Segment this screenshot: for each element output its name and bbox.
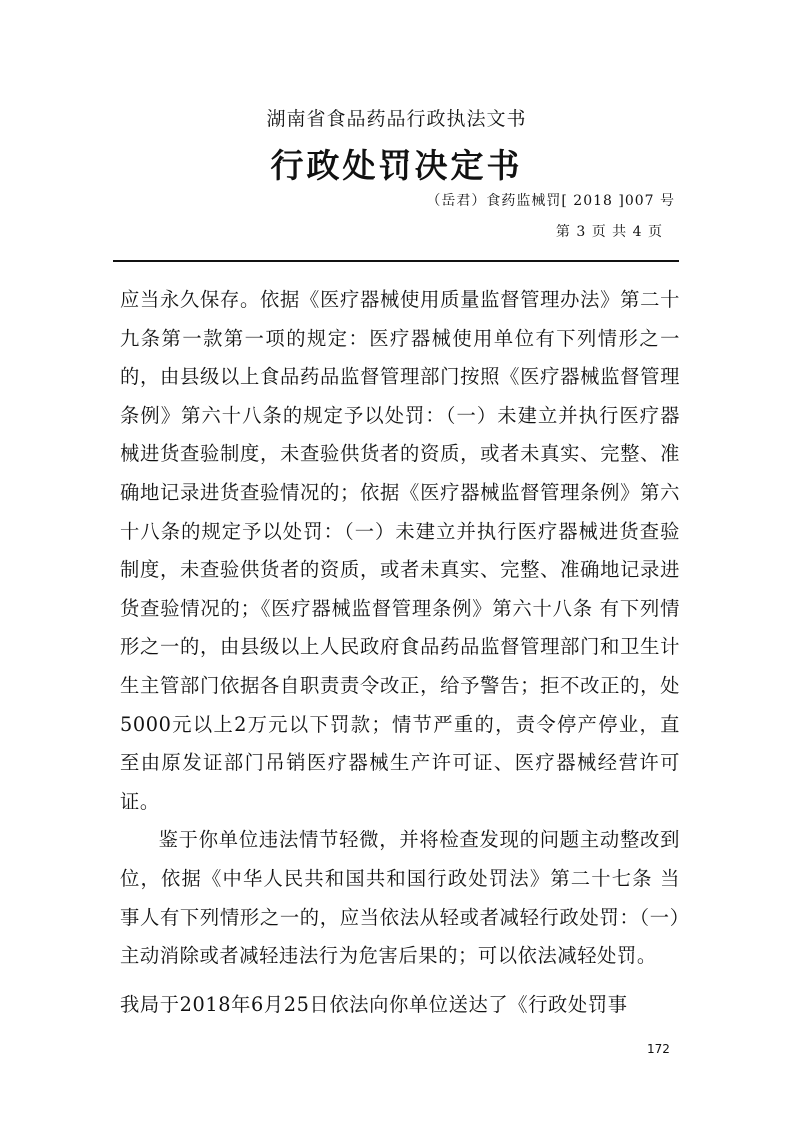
document-subtitle: 湖南省食品药品行政执法文书 [266,108,527,130]
document-number: （岳君）食药监械罚[ 2018 ]007 号 [426,193,675,209]
document-title: 行政处罚决定书 [270,146,523,185]
body-paragraph-3: 我局于2018年6月25日依法向你单位送达了《行政处罚事 [120,992,628,1016]
body-paragraph-2: 鉴于你单位违法情节轻微，并将检查发现的问题主动整改到位，依据《中华人民共和国共和国行政处罚法》第二十七条 当事人有下列情形之一的，应当依法从轻或者减轻行政处罚：（一）主动消除或者减轻违法行为危害后果的；可以依法减轻处罚。 [120,828,680,968]
page-number: 172 [647,1042,670,1056]
body-paragraph-1: 应当永久保存。依据《医疗器械使用质量监督管理办法》第二十九条第一款第一项的规定：医疗器械使用单位有下列情形之一的，由县级以上食品药品监督管理部门按照《医疗器械监督管理条例》第六十八条的规定予以处罚：（一）未建立并执行医疗器械进货查验制度，未查验供货者的资质，或者未真实、完整、准确地记录进货查验情况的；依据《医疗器械监督管理条例》第六十八条的规定予以处罚：（一）未建立并执行医疗器械进货查验制度，未查验供货者的资质，或者未真实、完整、准确地记录进货查验情况的；《医疗器械监督管理条例》第六十八条 有下列情形之一的，由县级以上人民政府食品药品监督管理部门和卫生计生主管部门依据各自职责责令改正，给予警告；拒不改正的，处5000元以上2万元以下罚款；情节严重的，责令停产停业，直至由原发证部门吊销医疗器械生产许可证、医疗器械经营许可证。 [120,288,680,813]
header-divider [113,260,679,262]
document-body [120,281,680,1024]
page-info: 第 3 页 共 4 页 [555,224,663,240]
